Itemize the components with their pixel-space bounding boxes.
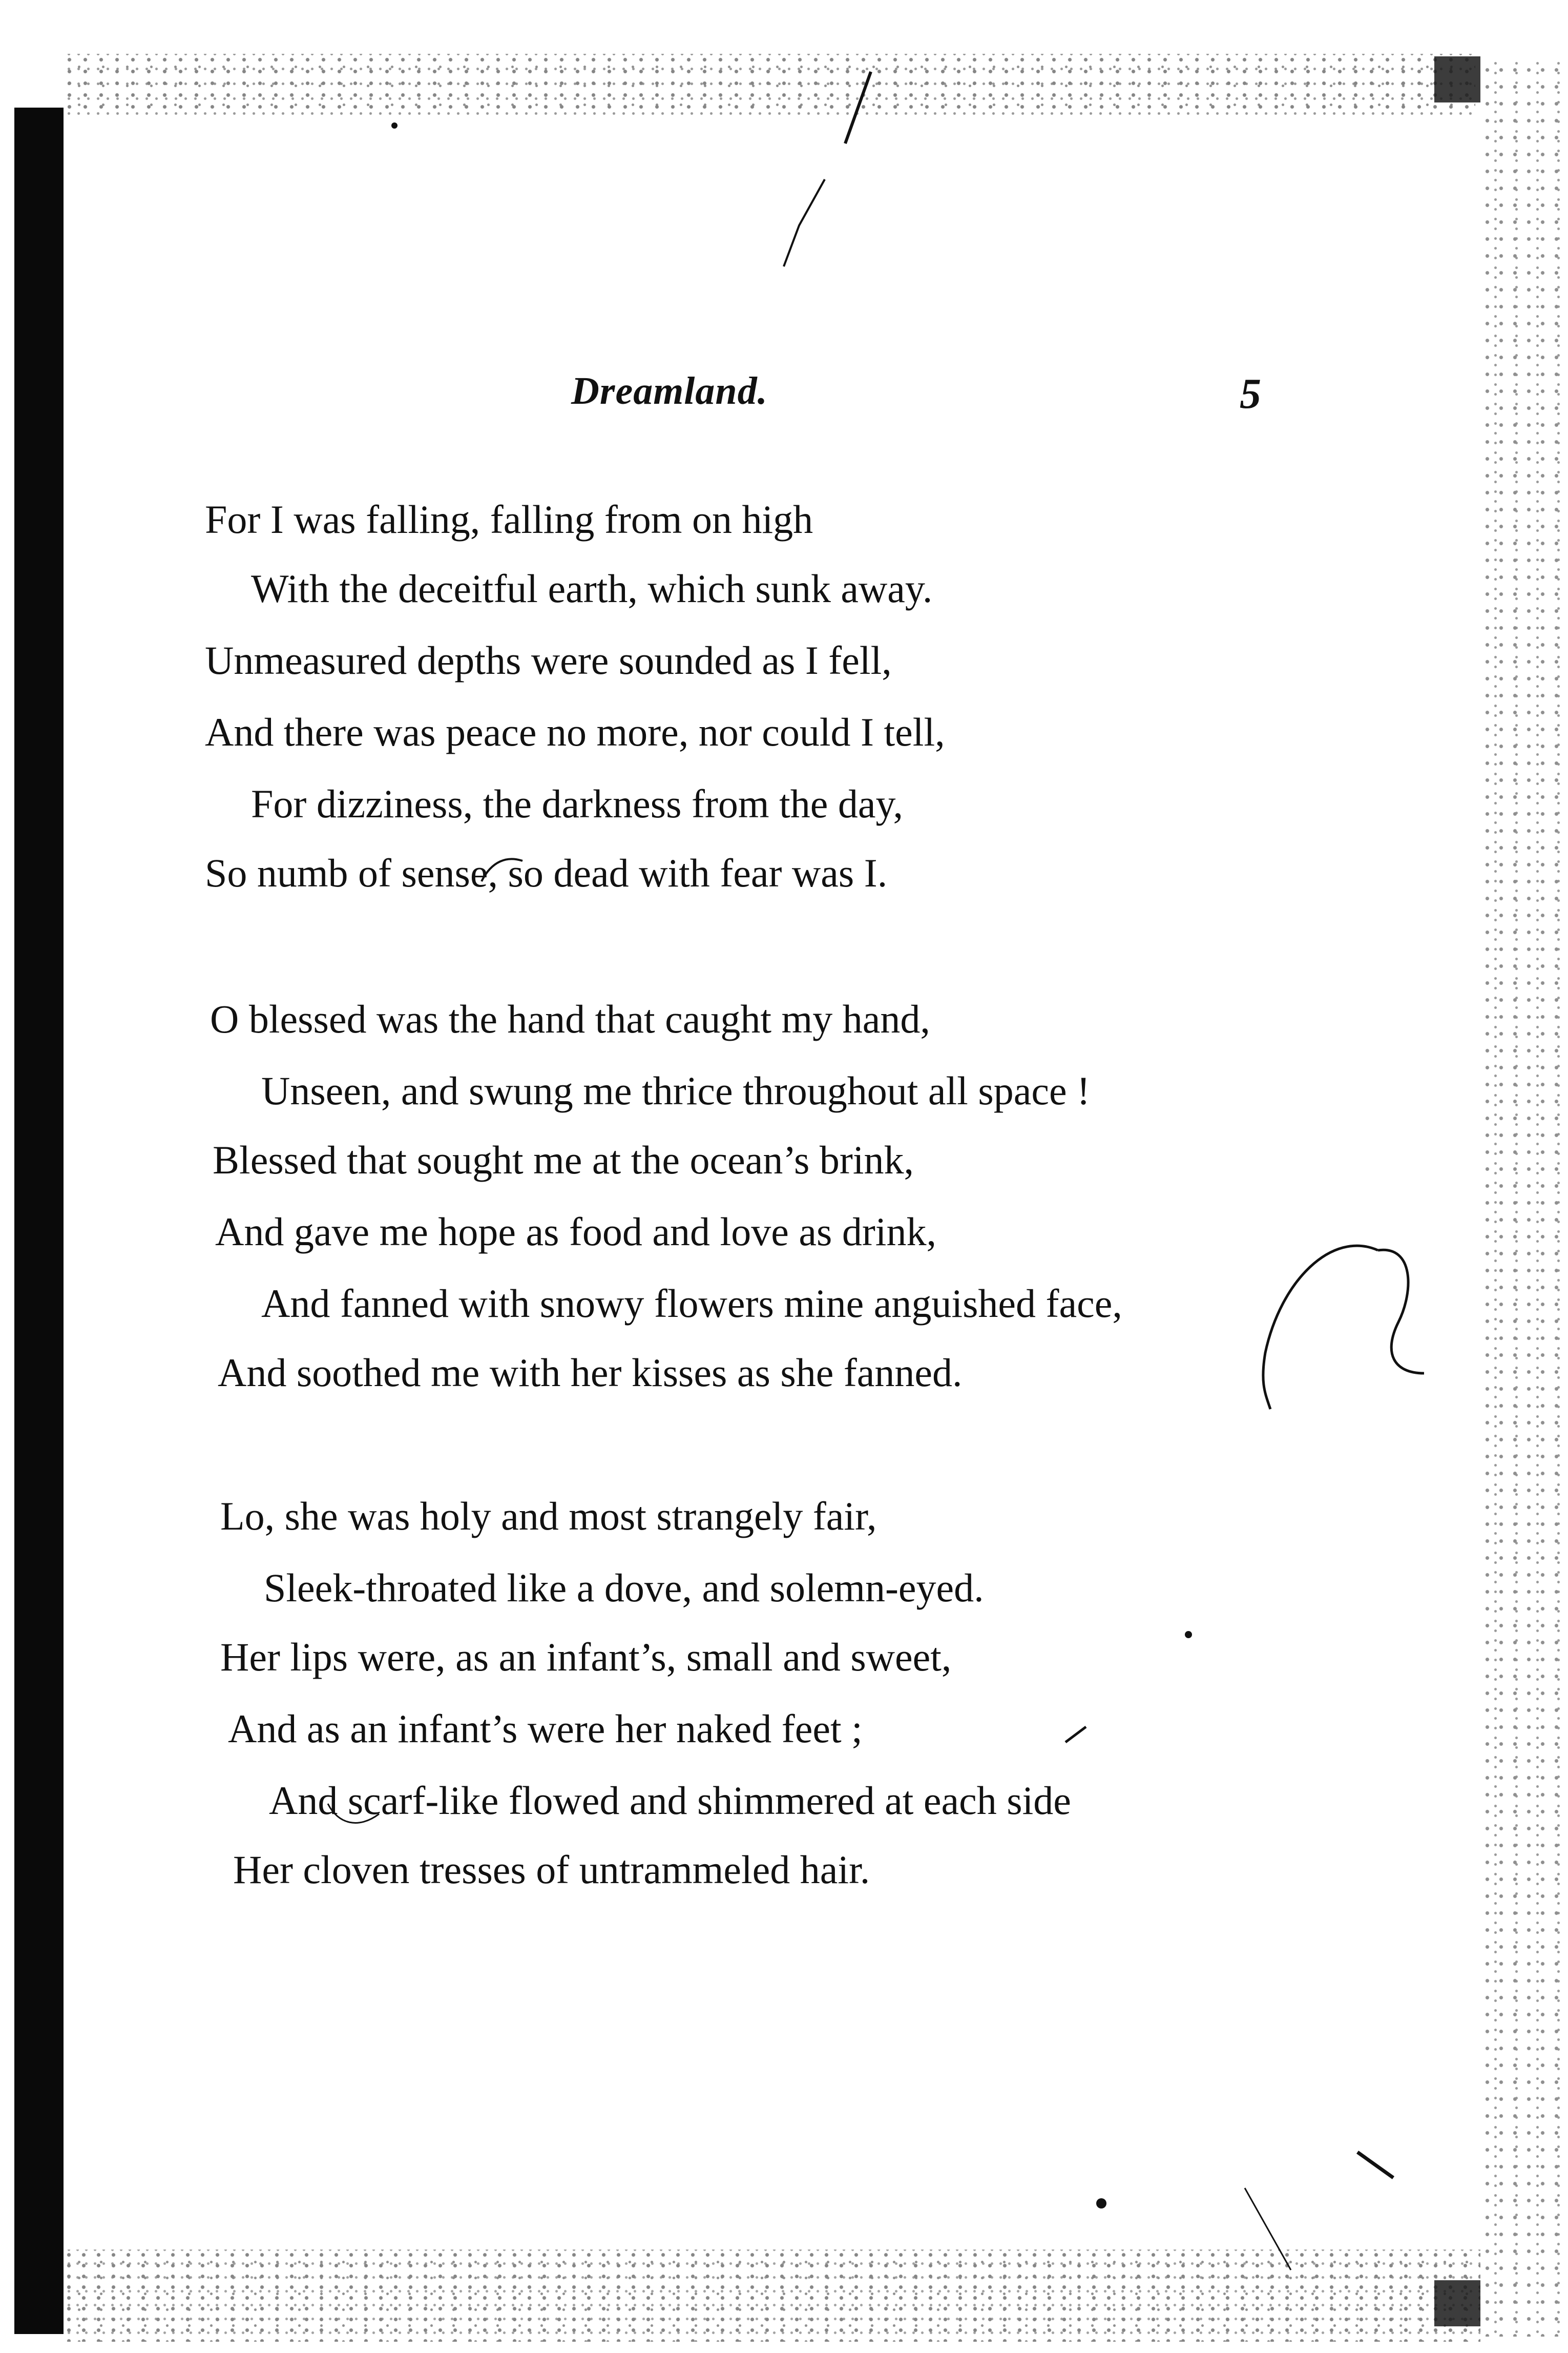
running-title: Dreamland. — [571, 369, 768, 412]
poem-line: And as an infant’s were her naked feet ; — [228, 1706, 863, 1751]
poem-line: For dizziness, the darkness from the day, — [251, 781, 903, 826]
bracket-pen-mark — [1263, 1246, 1424, 1409]
poem-line: O blessed was the hand that caught my hand, — [210, 997, 930, 1041]
poem-line: Blessed that sought me at the ocean’s brink, — [213, 1138, 914, 1182]
page-number: 5 — [1240, 370, 1261, 418]
poem-line: Her lips were, as an infant’s, small and sweet, — [220, 1635, 952, 1679]
poem-line: And fanned with snowy flowers mine anguished face, — [261, 1281, 1122, 1326]
poem-line: So numb of sense, so dead with fear was I. — [205, 851, 888, 895]
margin-pen-stroke — [784, 179, 825, 266]
ink-dot — [1185, 1631, 1192, 1638]
poem-line: And soothed me with her kisses as she fanned. — [218, 1350, 963, 1395]
ink-dot — [391, 122, 398, 129]
poem-line: Sleek-throated like a dove, and solemn-eyed. — [264, 1565, 984, 1610]
poem-line: Unseen, and swung me thrice throughout all space ! — [261, 1068, 1091, 1113]
poem-line: And scarf-like flowed and shimmered at each side — [269, 1778, 1071, 1823]
tick-pen-mark — [1065, 1727, 1086, 1742]
top-edge-speckle — [61, 54, 1475, 115]
binding-shadow — [14, 108, 64, 2334]
page-header — [0, 369, 1568, 425]
ink-dot — [1096, 2198, 1106, 2208]
dash-pen-mark — [1357, 2152, 1393, 2178]
poem-line: For I was falling, falling from on high — [205, 497, 813, 542]
bottom-edge-speckle — [61, 2249, 1480, 2342]
poem-line: Unmeasured depths were sounded as I fell, — [205, 638, 892, 683]
poem-line: And gave me hope as food and love as drink, — [215, 1209, 936, 1254]
poem-line: And there was peace no more, nor could I tell, — [205, 710, 945, 754]
top-right-corner-mark — [1434, 56, 1480, 102]
poem-line: With the deceitful earth, which sunk away. — [251, 566, 933, 611]
poem-line: Her cloven tresses of untrammeled hair. — [233, 1847, 870, 1892]
bottom-right-corner-mark — [1434, 2280, 1480, 2326]
poem-line: Lo, she was holy and most strangely fair, — [220, 1494, 877, 1538]
